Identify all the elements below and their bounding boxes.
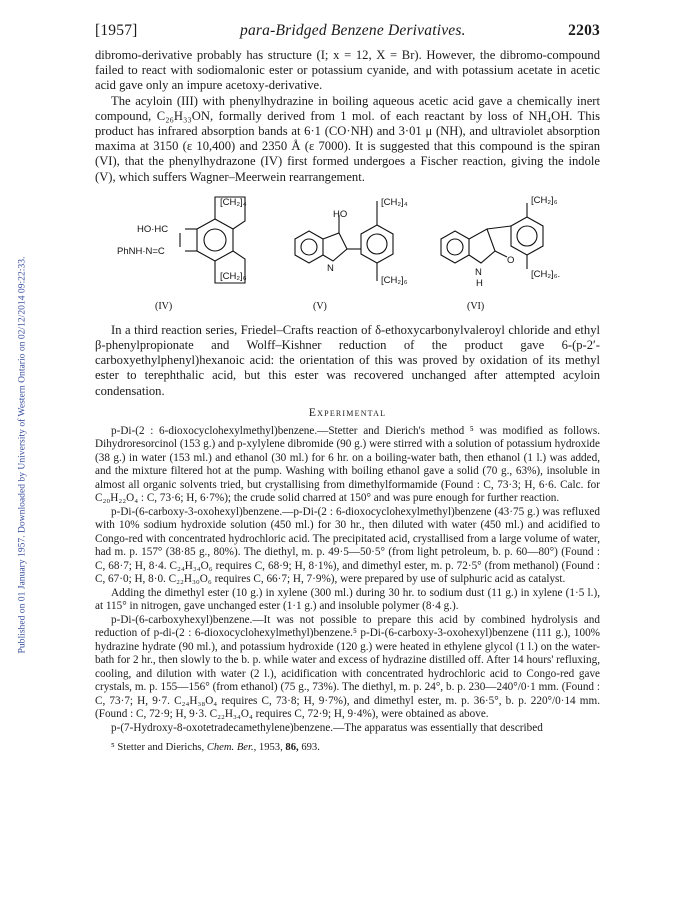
label-iv: (IV) xyxy=(155,300,173,312)
aromatic-circle xyxy=(301,239,317,255)
ch2-6-dot-label: [CH₂]₆. xyxy=(531,268,561,280)
o-label: O xyxy=(507,254,515,266)
paragraph: p-Di-(6-carboxyhexyl)benzene.—It was not possible to prepare this acid by combined hydrolysis and reduction of p-di-(2 : 6-dioxocyclohexylmethyl)benzene.⁵ p-Di-(6-carboxy-3-oxohexyl)benzene (111 g.), 100% hydrazine hydrate (90 ml.), and potassium hydroxide (120 g.) were heated in ethylene glycol (1 l.) on the water-bath for 2 hr., then slowly to the b. p. while water and excess of hydrazine distilled off. After 14 hours' refluxing, cooling, and dilution with water (2 l.), acidification with concentrated hydrochloric acid to Congo-red gave crystals, m. p. 155—156° (from ethanol) (75 g., 73%). The diethyl, m. p. 24°, b. p. 230—240°/0·1 mm. (Found : C, 73·7; H, 9·7. C₂₄H₃₈O₄ requires C, 73·8; H, 9·7%), and dimethyl ester, m. p. 36·5°, b. p. 220°/0·14 mm. (Found : C, 72·9; H, 9·3. C₂₂H₃₄O₄ requires C, 72·9; H, 9·4%), were obtained as above. xyxy=(95,613,600,721)
download-watermark: Published on 01 January 1957. Downloaded by University of Western Ontario on 02/12/2014 09:22:33. xyxy=(16,256,28,654)
structure-figure xyxy=(95,189,600,317)
footnote-year: 1953, xyxy=(258,742,283,754)
ch2-6-label: [CH₂]₆ xyxy=(381,274,408,286)
header-page-number: 2203 xyxy=(568,22,600,39)
label-v: (V) xyxy=(313,300,327,312)
chemical-structures xyxy=(95,189,600,317)
paragraph: p-(7-Hydroxy-8-oxotetradecamethylene)benzene.—The apparatus was essentially that described xyxy=(111,721,543,734)
intro-text xyxy=(95,48,600,185)
benzo-ring xyxy=(441,231,469,263)
benzene-ring xyxy=(197,219,233,261)
paragraph: Adding the dimethyl ester (10 g.) in xylene (300 ml.) during 30 hr. to sodium dust (11 g.) in xylene (1·5 l.), at 115° in nitrogen, gave unchanged ester (1·1 g.) and insoluble polymer (8·4 g.). xyxy=(95,586,600,613)
footnote-page: 693. xyxy=(301,742,320,754)
ho-label: HO xyxy=(333,208,348,220)
paragraph: p-Di-(6-carboxy-3-oxohexyl)benzene.—p-Di-(2 : 6-dioxocyclohexylmethyl)benzene (43·75 g.) was refluxed with 10% sodium hydroxide solution (450 ml.) for 30 hr., then diluted with water (450 ml.) and acidified to Congo-red with concentrated hydrochloric acid. The precipitated acid, crystallised from a large volume of water, had m. p. 157° (38·85 g., 80%). The diethyl, m. p. 49·5—50·5° (from light petroleum, b. p. 60—80°) (Found : C, 68·7; H, 8·4. C₂₄H₃₄O₆ requires C, 68·9; H, 8·1%), and dimethyl ester, m. p. 72·5° (from methanol) (Found : C, 67·0; H, 8·0. C₂₂H₃₀O₆ requires C, 66·7; H, 7·9%), were prepared by use of sulphuric acid as catalyst. xyxy=(95,505,600,586)
aromatic-circle xyxy=(204,229,226,251)
footnote-marker: ⁵ xyxy=(111,742,115,754)
paragraph: p-Di-(2 : 6-dioxocyclohexylmethyl)benzene.—Stetter and Dierich's method ⁵ was modified as follows. Dihydroresorcinol (153 g.) and p-xylylene dibromide (90 g.) were stirred with a solution of potassium hydroxide (38 g.) in water (153 ml.) and ethanol (30 ml.) for 6 hr. on a boiling-water bath, then ethanol (1 l.) was added, and the mixture filtered hot at the pump. Washing with boiling ethanol gave a solid (70 g., 63%), insoluble in almost all organic solvents tried, but crystallising from dimethylformamide (Found : C, 73·3; H, 6·6. Calc. for C₂₀H₂₂O₄ : C, 73·6; H, 6·7%); the crude solid charred at 150° and was pure enough for further reaction. xyxy=(95,424,600,505)
running-header xyxy=(95,22,600,40)
h-label: H xyxy=(476,277,483,289)
benzo-ring xyxy=(295,231,323,263)
ch2-4-label: [CH₂]₄ xyxy=(381,196,408,208)
n-label: N xyxy=(327,262,334,274)
benzene-ring xyxy=(511,217,543,255)
footnote-journal: Chem. Ber., xyxy=(206,742,257,754)
paragraph: The acyloin (III) with phenylhydrazine in boiling aqueous acetic acid gave a chemically inert compound, C₂₆H₃₃ON, formally derived from 1 mol. of each reactant by loss of NH₄OH. This product has infrared absorption bands at 6·1 (CO·NH) and 3·01 μ (NH), and ultraviolet absorption maxima at 3150 (ε 10,400) and 2350 Å (ε 7000). It is suggested that this compound is the spiran (VI), that the phenylhydrazone (IV) first formed undergoes a Fischer reaction, giving the indole (V), which suffers Wagner–Meerwein rearrangement. xyxy=(95,93,600,184)
aromatic-circle xyxy=(517,226,537,246)
footnote xyxy=(95,741,600,754)
header-title: para-Bridged Benzene Derivatives. xyxy=(240,22,466,39)
structure-vi xyxy=(441,195,560,312)
ho-hc-label: HO·HC xyxy=(137,223,169,235)
n-label: N xyxy=(475,266,482,278)
ch2-4-label: [CH₂]₄ xyxy=(220,196,247,208)
ch2-6-label: [CH₂]₆ xyxy=(531,194,558,206)
header-year: [1957] xyxy=(95,22,138,39)
footnote-volume: 86, xyxy=(285,742,299,754)
label-vi: (VI) xyxy=(467,300,485,312)
paragraph: dibromo-derivative probably has structure (I; x = 12, X = Br). However, the dibromo-compound failed to react with sodiomalonic ester or potassium cyanide, and with potassium acetate in acetic acid gave only an impure acetoxy-derivative. xyxy=(95,48,600,93)
page-content xyxy=(95,22,600,754)
experimental-text xyxy=(95,425,600,736)
section-heading: Experimental xyxy=(308,404,387,419)
aromatic-circle xyxy=(447,239,463,255)
indole-ring xyxy=(323,233,347,261)
spiro-ring xyxy=(469,229,495,263)
structure-v xyxy=(295,197,408,312)
results-text xyxy=(95,323,600,399)
structure-iv xyxy=(117,197,247,312)
paragraph: In a third reaction series, Friedel–Crafts reaction of δ-ethoxycarbonylvaleroyl chloride and ethyl β-phenylpropionate and Wolff–Kishner reduction of the product gave 6-(p-2′-carboxyethylphenyl)hexanoic acid: the orientation of this was proved by oxidation of its methyl ester to terephthalic acid, but this ester was recovered unchanged after attempted acyloin condensation. xyxy=(95,322,600,398)
bond xyxy=(487,226,511,229)
footnote-authors: Stetter and Dierichs, xyxy=(117,742,205,754)
aromatic-circle xyxy=(367,234,387,254)
bond xyxy=(495,251,507,257)
benzene-ring xyxy=(361,225,393,263)
ch2-6-label: [CH₂]₆ xyxy=(220,270,247,282)
phnh-label: PhNH·N=C xyxy=(117,245,165,257)
